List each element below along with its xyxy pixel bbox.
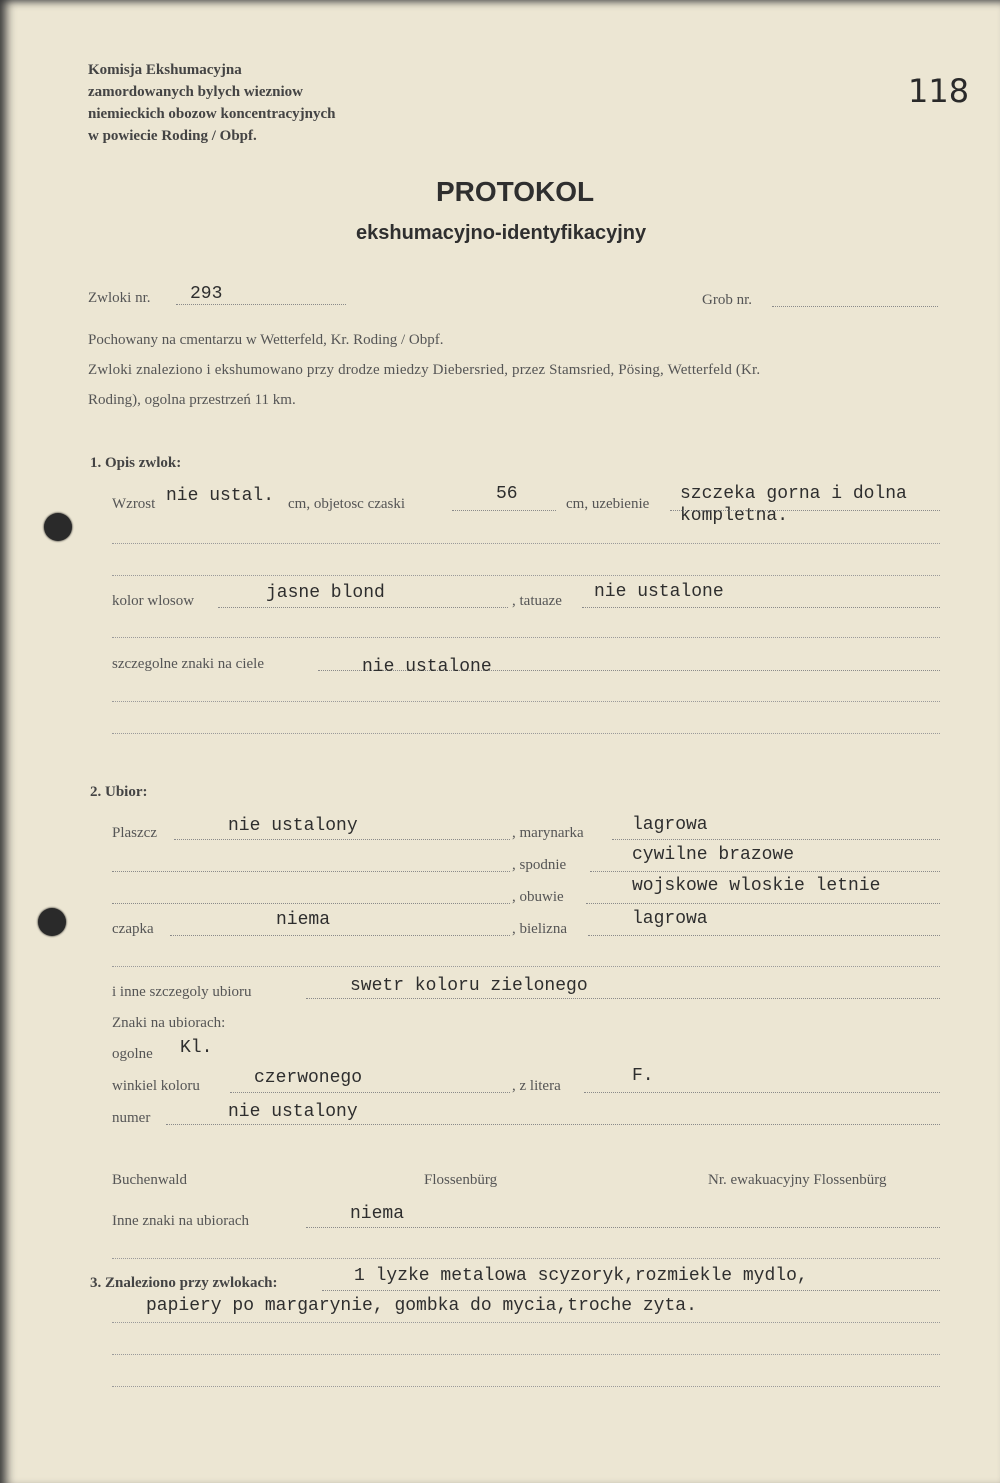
uzebienie-label: cm, uzebienie (566, 496, 650, 512)
ogolne-label: ogolne (112, 1046, 153, 1062)
page-number: 118 (908, 72, 970, 110)
grob-label: Grob nr. (702, 292, 752, 308)
section-1-title: 1. Opis zwlok: (90, 455, 182, 471)
tatuaze-label: , tatuaze (512, 593, 562, 609)
plaszcz-label: Plaszcz (112, 825, 157, 841)
czapka-value: niema (276, 910, 331, 930)
czapka-label: czapka (112, 921, 154, 937)
litera-value: F. (632, 1066, 654, 1086)
document-subtitle: ekshumacyjno-identyfikacyjny (356, 222, 647, 244)
header-line-4: w powiecie Roding / Obpf. (88, 128, 257, 144)
inne-szczegoly-label: i inne szczegoly ubioru (112, 984, 252, 1000)
header-line-2: zamordowanych bylych wiezniow (88, 84, 303, 100)
znaki-na-ubiorach-label: Znaki na ubiorach: (112, 1015, 226, 1031)
punch-hole-bottom (38, 908, 66, 936)
kolor-value: jasne blond (266, 583, 385, 603)
znaleziono-text-2: Roding), ogolna przestrzeń 11 km. (88, 392, 296, 408)
litera-label: , z litera (512, 1078, 561, 1094)
ogolne-value: Kl. (180, 1038, 213, 1058)
uzebienie-value-2: kompletna. (680, 506, 789, 526)
znaleziono-value-1: 1 lyzke metalowa scyzoryk,rozmiekle mydlo, (354, 1266, 808, 1286)
czaszka-value: 56 (496, 484, 518, 504)
zwloki-value: 293 (190, 284, 223, 304)
obuwie-label: , obuwie (512, 889, 564, 905)
spodnie-label: , spodnie (512, 857, 567, 873)
bielizna-label: , bielizna (512, 921, 567, 937)
tatuaze-value: nie ustalone (594, 582, 724, 602)
inne-znaki-value: niema (350, 1204, 405, 1224)
kolor-label: kolor wlosow (112, 593, 195, 609)
header-line-1: Komisja Ekshumacyjna (88, 62, 242, 78)
pochowany-text: Pochowany na cmentarzu w Wetterfeld, Kr. Roding / Obpf. (88, 332, 444, 348)
header-line-3: niemieckich obozow koncentracyjnych (88, 106, 336, 122)
numer-value: nie ustalony (228, 1102, 358, 1122)
ewakuacyjny-label: Nr. ewakuacyjny Flossenbürg (708, 1172, 887, 1188)
czaszka-label: cm, objetosc czaski (288, 496, 406, 512)
spodnie-value: cywilne brazowe (632, 845, 795, 865)
znaleziono-value-2: papiery po margarynie, gombka do mycia,troche zyta. (146, 1296, 697, 1316)
marynarka-value: lagrowa (632, 815, 708, 835)
znaki-na-ciele-value: nie ustalone (362, 657, 492, 677)
numer-label: numer (112, 1110, 151, 1126)
wzrost-value: nie ustal. (166, 486, 275, 506)
punch-hole-top (44, 513, 72, 541)
bielizna-value: lagrowa (632, 909, 708, 929)
document-title: PROTOKOL (436, 176, 595, 207)
obuwie-value: wojskowe wloskie letnie (632, 876, 881, 896)
inne-znaki-label: Inne znaki na ubiorach (112, 1213, 250, 1229)
buchenwald-label: Buchenwald (112, 1172, 187, 1188)
znaki-na-ciele-label: szczegolne znaki na ciele (112, 656, 264, 672)
section-3-title: 3. Znaleziono przy zwlokach: (90, 1275, 278, 1291)
inne-szczegoly-value: swetr koloru zielonego (350, 976, 588, 996)
winkiel-label: winkiel koloru (112, 1078, 200, 1094)
flossenburg-label: Flossenbürg (424, 1172, 498, 1188)
section-2-title: 2. Ubior: (90, 784, 148, 800)
wzrost-label: Wzrost (112, 496, 156, 512)
zwloki-label: Zwloki nr. (88, 290, 151, 306)
marynarka-label: , marynarka (512, 825, 584, 841)
winkiel-value: czerwonego (254, 1068, 363, 1088)
uzebienie-value-1: szczeka gorna i dolna (680, 484, 907, 504)
plaszcz-value: nie ustalony (228, 816, 358, 836)
znaleziono-text-1: Zwloki znaleziono i ekshumowano przy drodze miedzy Diebersried, przez Stamsried, Pösing, Wetterfeld (Kr. (88, 362, 761, 378)
